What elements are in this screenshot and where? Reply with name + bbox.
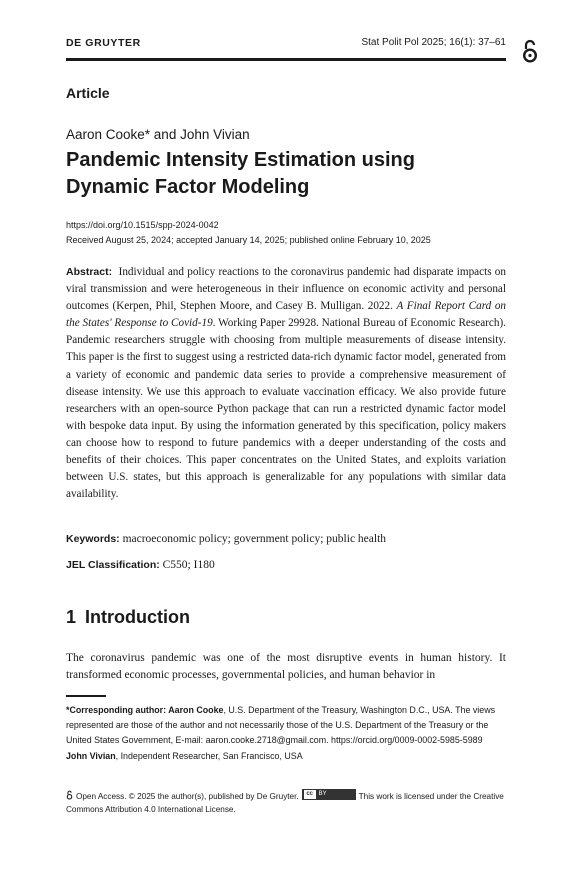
second-author-text: , Independent Researcher, San Francisco, USA [115,750,303,761]
keywords-value: macroeconomic policy; government policy; public health [122,533,387,545]
abstract-text-2: . Working Paper 29928. National Bureau of Economic Research). Pandemic researchers struggle with choosing from multiple measurements of disease intensity. This paper is the first to suggest using a restricted data-rich dynamic factor model, generated from a variety of economic and pandemic data series to provide a comprehensive measurement of disease intensity. We use this approach to evaluate vaccination efficacy. We also provide future researchers with an open-source Python package that can run a restricted dynamic factor model with bespoke data input. By using the information generated by this specification, policy makers can choose how to respond to future pandemics with a deeper understanding of the costs and benefits of their choices. This paper concentrates on the United States, and exploits variation between U.S. states, but this approach is generalizable for any populations with similar data availability. [66,317,506,501]
jel-value: C550; I180 [162,559,215,571]
header-rule [66,58,506,61]
abstract-label: Abstract: [66,266,113,278]
keywords [66,533,386,545]
jel-classification [66,559,215,571]
license-text-1: Open Access. © 2025 the author(s), published by De Gruyter. [76,792,299,801]
jel-label: JEL Classification: [66,559,160,571]
introduction-body: The coronavirus pandemic was one of the most disruptive events in human history. It transformed economic processes, governmental policies, and human behavior in [66,652,506,681]
paper-title [66,147,506,201]
open-access-small-icon [66,790,73,800]
footnotes [66,703,506,764]
cc-by-badge [302,789,356,800]
publication-dates: Received August 25, 2024; accepted January 14, 2025; published online February 10, 2025 [66,235,431,245]
keywords-label: Keywords: [66,533,120,545]
cc-badge-label: cc [304,790,316,799]
corresponding-author-note [66,703,506,749]
footnote-rule [66,695,106,697]
abstract [66,264,506,503]
section-number: 1 [66,607,77,627]
section-heading-introduction [66,607,190,628]
corresponding-author-text: , U.S. Department of the Treasury, Washington D.C., USA. The views represented are those of the author and not necessarily those of the U.S. Department of the Treasury or the United States Government, E-mail: aaron.cooke.2718@gmail.com. https://orcid.org/0009-0002-5985-5989 [66,705,496,746]
running-header [66,37,506,53]
license-text-2: This work is licensed under the Creative Commons Attribution 4.0 International License. [66,792,504,814]
journal-citation: Stat Polit Pol 2025; 16(1): 37–61 [361,37,506,48]
second-author-name: John Vivian [66,750,116,761]
section-title: Introduction [85,607,190,627]
author-line: Aaron Cooke* and John Vivian [66,127,250,142]
second-author-note [66,749,506,764]
open-access-icon [521,38,539,64]
by-badge-label: BY [318,791,327,797]
license-statement [66,789,506,816]
title-line-1: Pandemic Intensity Estimation using [66,149,415,171]
abstract-text-1: Individual and policy reactions to the coronavirus pandemic had disparate impacts on viral transmission and were heterogeneous in their influence on economic activity and personal outcomes (Kerpen, Phil, Stephen Moore, and Casey B. Mulligan. 2022. [66,266,506,313]
corresponding-author-label: *Corresponding author: Aaron Cooke [66,705,224,715]
article-type-label: Article [66,85,110,101]
abstract-cited-title: A Final Report Card on the States' Response to Covid-19 [66,300,507,330]
doi-link[interactable]: https://doi.org/10.1515/spp-2024-0042 [66,220,219,230]
publisher-name: DE GRUYTER [66,37,141,49]
title-line-2: Dynamic Factor Modeling [66,176,310,198]
